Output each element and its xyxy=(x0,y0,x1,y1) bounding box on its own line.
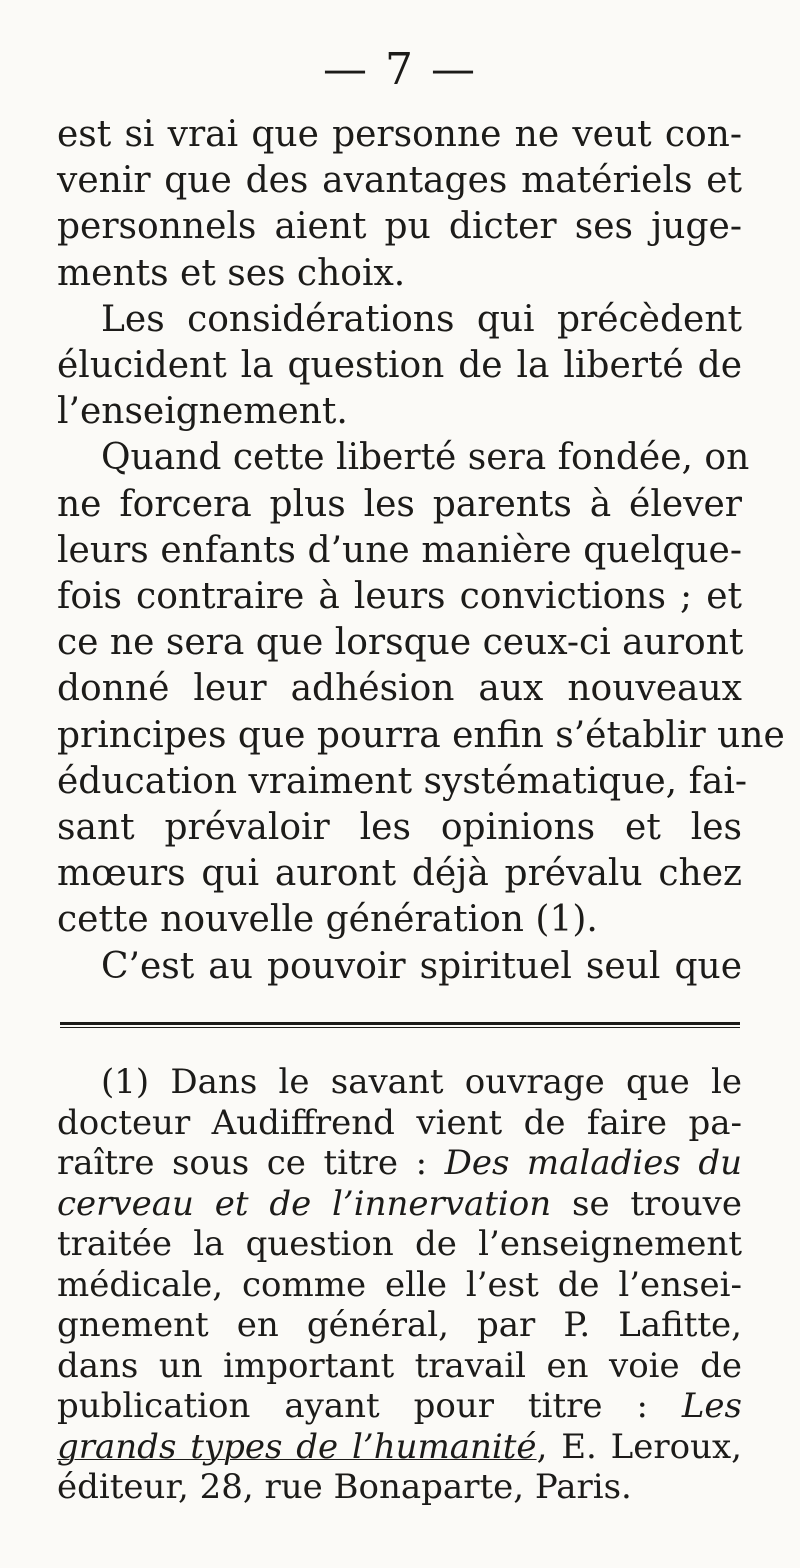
text-line: est si vrai que personne ne veut con- xyxy=(57,114,742,155)
text-line: donné leur adhésion aux nouveaux xyxy=(57,668,742,710)
text-line: ne forcera plus les parents à élever xyxy=(57,483,742,525)
text-line: fois contraire à leurs convictions ; et xyxy=(57,576,742,618)
text-line: ce ne sera que lorsque ceux-ci auront xyxy=(57,622,744,664)
footnote-text: se trouve xyxy=(551,1183,742,1224)
footnote-line: gnement en général, par P. Lafitte, xyxy=(57,1305,742,1345)
text-line: principes que pourra enfin s’établir une xyxy=(57,714,785,756)
footnote-line: traitée la question de l’enseignement xyxy=(57,1224,742,1264)
text-line: leurs enfants d’une manière quelque- xyxy=(57,529,742,571)
text-line: C’est au pouvoir spirituel seul que xyxy=(101,945,742,987)
text-line: élucident la question de la liberté de xyxy=(57,345,742,387)
footnote-line: éditeur, 28, rue Bonaparte, Paris. xyxy=(57,1467,632,1507)
footnote xyxy=(57,1062,742,1508)
footnote-line: (1) Dans le savant ouvrage que le xyxy=(101,1062,742,1102)
footnote-text: raître sous ce titre : xyxy=(57,1143,445,1183)
footnote-line xyxy=(57,1143,742,1184)
footnote-line: docteur Audiffrend vient de faire pa- xyxy=(57,1102,742,1143)
footnote-line: médicale, comme elle l’est de l’ensei- xyxy=(57,1264,742,1305)
text-line: personnels aient pu dicter ses juge- xyxy=(57,206,742,248)
footnote-text: , E. Leroux, xyxy=(536,1426,742,1467)
text-line: venir que des avantages matériels et xyxy=(57,160,742,202)
footnote-line xyxy=(57,1427,742,1468)
text-line: ments et ses choix. xyxy=(57,252,406,294)
page-number: — 7 — xyxy=(323,44,477,95)
text-line: l’enseignement. xyxy=(57,391,348,433)
footnote-line xyxy=(57,1386,742,1427)
footnote-text: publication ayant pour titre : xyxy=(57,1386,682,1426)
text-line: cette nouvelle génération (1). xyxy=(57,899,598,941)
footnote-line xyxy=(57,1184,742,1225)
book-title-italic: Des maladies du xyxy=(444,1143,742,1183)
footnote-separator-rule xyxy=(60,1022,740,1028)
text-line: Les considérations qui précèdent xyxy=(101,298,742,340)
book-title-italic: grands types de l’humanité xyxy=(57,1426,537,1467)
text-line: mœurs qui auront déjà prévalu chez xyxy=(57,853,742,895)
main-text xyxy=(57,112,785,990)
book-title-italic: Les xyxy=(681,1386,742,1426)
book-title-italic: cerveau et de l’innervation xyxy=(57,1183,552,1224)
text-line: éducation vraiment systématique, fai- xyxy=(57,760,748,802)
text-line: Quand cette liberté sera fondée, on xyxy=(101,437,750,479)
text-line: sant prévaloir les opinions et les xyxy=(57,807,742,849)
footnote-line: dans un important travail en voie de xyxy=(57,1345,742,1386)
